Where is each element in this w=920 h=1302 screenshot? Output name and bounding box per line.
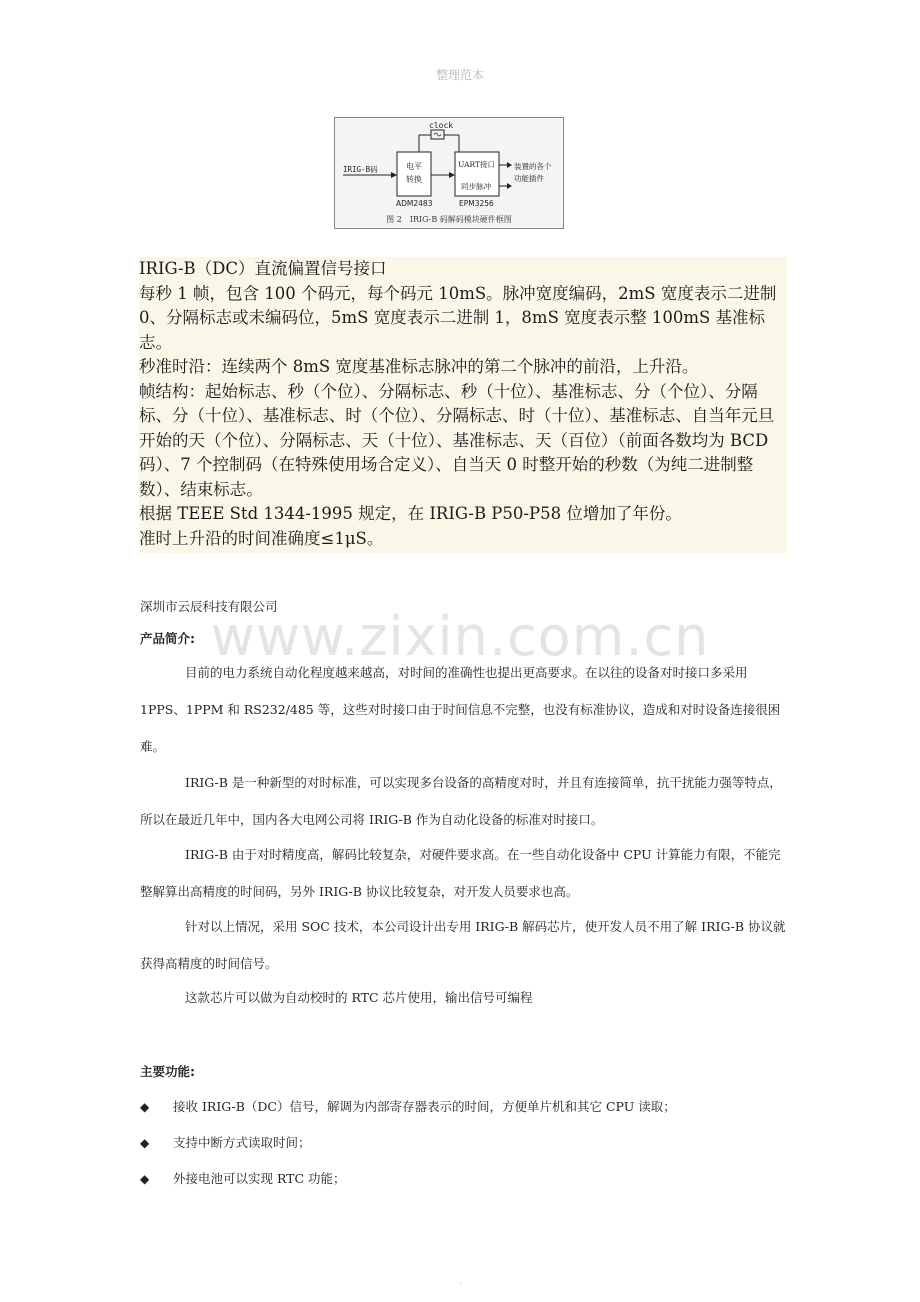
block-line-5: 根据 TEEE Std 1344-1995 规定，在 IRIG-B P50-P58 位增加了年份。 [139,504,682,523]
bullet-diamond-icon: ◆ [140,1172,150,1186]
block-diagram-figure [334,117,564,229]
feature-item [140,1169,346,1187]
block-diagram [335,118,563,228]
feature-text: 支持中断方式读取时间； [173,1135,311,1150]
intro-paragraph-1 [140,654,790,765]
block-line-3: 秒准时沿：连续两个 8mS 宽度基准标志脉冲的第二个脉冲的前沿，上升沿。 [139,357,699,376]
watermark: www.zixin.com.cn [210,605,710,668]
intro-title: 产品简介: [140,631,195,646]
page-footer: . [459,1276,463,1287]
feature-item [140,1097,676,1115]
intro-paragraph-3 [140,836,790,910]
bullet-diamond-icon: ◆ [140,1100,150,1114]
intro-text-2: IRIG-B 是一种新型的对时标准，可以实现多台设备的高精度对时，并且有连接简单，抗干扰能力强等特点，所以在最近几年中，国内各大电网公司将 IRIG-B 作为自动化设备的标准对时接口。 [140,775,782,827]
block-line-2: 每秒 1 帧，包含 100 个码元，每个码元 10mS。脉冲宽度编码，2mS 宽度表示二进制 0、分隔标志或未编码位，5mS 宽度表示二进制 1，8mS 宽度表示整 100mS 基准标志。 [139,283,777,352]
irig-b-description [139,257,787,553]
intro-text-1: 目前的电力系统自动化程度越来越高，对时间的准确性也提出更高要求。在以往的设备对时接口多采用 1PPS、1PPM 和 RS232/485 等，这些对时接口由于时间信息不完整，也没有标准协议，造成和对时设备连接很困难。 [140,665,781,754]
intro-text-5: 这款芯片可以做为自动校时的 RTC 芯片使用，输出信号可编程 [185,990,533,1005]
company-name: 深圳市云辰科技有限公司 [140,599,278,614]
block-line-6: 准时上升沿的时间准确度≤1μS。 [139,528,384,548]
level-converter-line1: 电平 [406,162,422,171]
feature-text: 外接电池可以实现 RTC 功能； [173,1171,346,1186]
output-line2: 功能插件 [514,174,544,183]
intro-paragraph-4 [140,908,790,982]
feature-text: 接收 IRIG-B（DC）信号，解调为内部寄存器表示的时间，方便单片机和其它 CPU 读取； [173,1099,676,1114]
block-line-4: 帧结构：起始标志、秒（个位）、分隔标志、秒（十位）、基准标志、分（个位）、分隔标、分（十位）、基准标志、时（个位）、分隔标志、时（十位）、基准标志、自当年元旦开始的天（个位）、分隔标志、天（十位）、基准标志、天（百位）（前面各数均为 BCD 码）、7 个控制码（在特殊使用场合定义）、自当天 0 时整开始的秒数（为纯二进制整数）、结束标志。 [139,381,775,499]
intro-text-4: 针对以上情况，采用 SOC 技术，本公司设计出专用 IRIG-B 解码芯片，使开发人员不用了解 IRIG-B 协议就获得高精度的时间信号。 [140,919,786,971]
intro-paragraph-5 [140,979,790,1016]
input-label: IRIG-B码 [343,165,378,174]
features-title: 主要功能: [140,1064,195,1079]
sync-pulse-label: 同步脉冲 [461,182,491,191]
figure-caption: 图 2 IRIG-B 码解码模块硬件框图 [386,215,512,224]
intro-paragraph-2 [140,764,790,838]
page-header: 整理范本 [435,68,484,82]
output-line1: 装置的各个 [514,162,552,171]
level-converter-box [397,152,431,196]
uart-label: UART接口 [458,160,496,169]
level-converter-line2: 转换 [406,175,422,184]
clock-label: clock [429,121,454,130]
bullet-diamond-icon: ◆ [140,1136,150,1150]
feature-item [140,1133,311,1151]
block-line-1: IRIG-B（DC）直流偏置信号接口 [139,259,387,278]
intro-text-3: IRIG-B 由于对时精度高，解码比较复杂，对硬件要求高。在一些自动化设备中 CPU 计算能力有限，不能完整解算出高精度的时间码，另外 IRIG-B 协议比较复杂，对开发人员要求也高。 [140,847,781,899]
epm3256-label: EPM3256 [459,199,494,208]
adm2483-label: ADM2483 [396,199,433,208]
